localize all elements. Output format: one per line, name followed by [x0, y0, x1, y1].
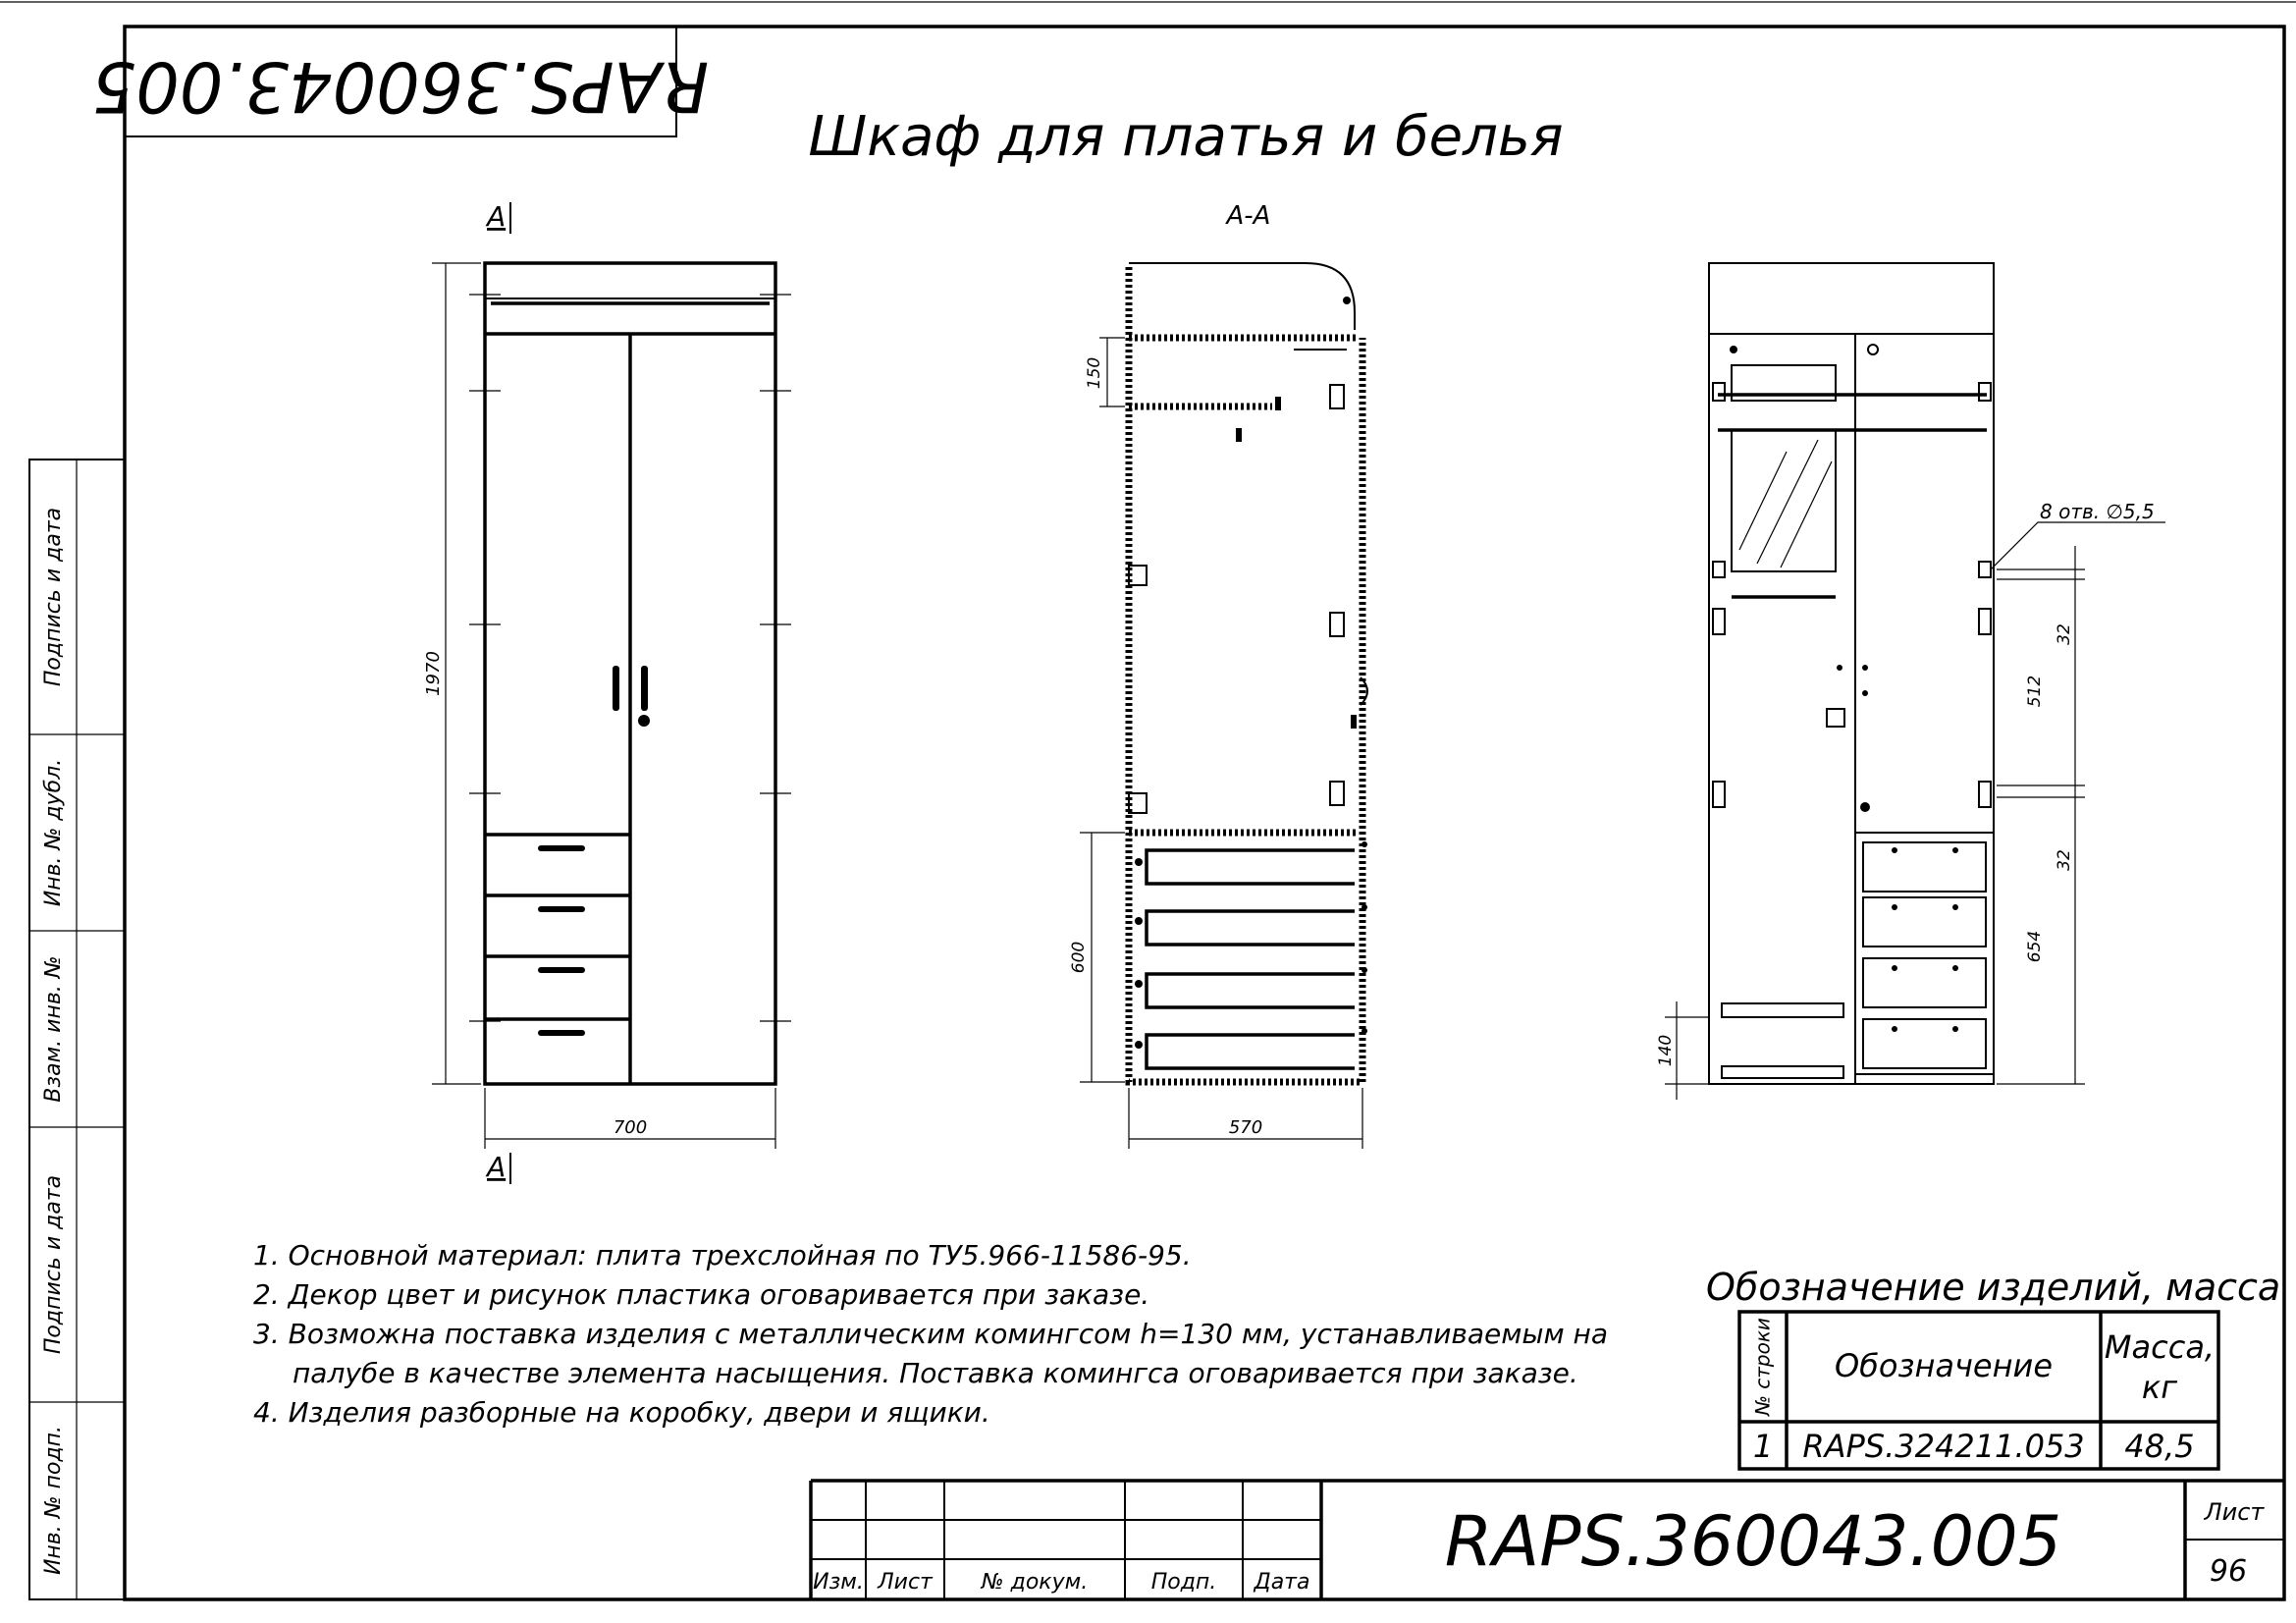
sheet-number: 96 [2209, 1554, 2248, 1589]
mass-row-mass: 48,5 [2124, 1428, 2195, 1465]
dim-interior-512: 512 [2025, 675, 2045, 708]
dim-front-width: 700 [613, 1117, 648, 1138]
dim-front-height: 1970 [423, 651, 444, 696]
mass-row-designation: RAPS.324211.053 [1802, 1428, 2085, 1465]
holes-note: 8 отв. ∅5,5 [2040, 500, 2155, 523]
top-code-text: RAPS.360043.005 [91, 45, 710, 127]
mirror-icon [1732, 430, 1836, 571]
title-block-col: Лист [878, 1570, 933, 1595]
mass-header-mass-line1: Масса, [2104, 1328, 2216, 1366]
technical-notes [253, 1239, 1608, 1429]
mass-header-row-no: № строки [1750, 1318, 1775, 1416]
mass-row-no: 1 [1752, 1428, 1774, 1465]
title-block-col: № докум. [981, 1570, 1089, 1595]
dim-interior-32b: 32 [2055, 849, 2074, 871]
dim-section-drawers: 600 [1069, 941, 1089, 974]
drawer-handle-icon [538, 967, 585, 973]
dim-section-top: 150 [1085, 356, 1104, 390]
front-view [423, 200, 791, 1184]
title-block-col: Изм. [813, 1570, 864, 1595]
dim-interior-140: 140 [1656, 1034, 1676, 1067]
note-line: 1. Основной материал: плита трехслойная по ТУ5.966-11586-95. [253, 1239, 1192, 1271]
section-title: А-А [1226, 201, 1271, 231]
main-code: RAPS.360043.005 [1444, 1501, 2062, 1582]
door-handle-right [641, 666, 648, 711]
title-block-col: Подп. [1150, 1570, 1217, 1595]
mass-table-title: Обозначение изделий, масса [1706, 1266, 2281, 1309]
side-stamp-label: Взам. инв. № [41, 955, 66, 1103]
drawer-handle-icon [538, 906, 585, 912]
door-handle-left [613, 666, 619, 711]
title-block-col: Дата [1254, 1570, 1310, 1595]
note-line: 3. Возможна поставка изделия с металлическим комингсом h=130 мм, устанавливаемым на [253, 1318, 1608, 1350]
side-stamp-label: Подпись и дата [41, 507, 66, 687]
section-view [1069, 201, 1367, 1149]
note-line: палубе в качестве элемента насыщения. Поставка комингса оговаривается при заказе. [293, 1357, 1578, 1389]
dim-interior-654: 654 [2025, 930, 2045, 963]
section-marker-bottom: А [487, 1151, 507, 1183]
side-stamp [29, 460, 125, 1599]
side-stamp-label: Инв. № дубл. [41, 758, 66, 907]
top-code-box [92, 27, 710, 136]
title-block [811, 1481, 2284, 1599]
mass-table [1706, 1266, 2280, 1469]
door-lock-icon [638, 715, 650, 727]
dim-interior-32a: 32 [2055, 623, 2074, 645]
drawer-handle-icon [538, 845, 585, 851]
mass-header-mass-line2: кг [2141, 1369, 2178, 1406]
dim-section-depth: 570 [1228, 1117, 1263, 1138]
side-stamp-label: Инв. № подп. [41, 1425, 66, 1576]
note-line: 4. Изделия разборные на коробку, двери и ящики. [253, 1396, 990, 1429]
sheet-label: Лист [2204, 1498, 2265, 1526]
mass-header-designation: Обозначение [1834, 1347, 2054, 1384]
interior-view [1656, 263, 2165, 1100]
side-stamp-label: Подпись и дата [41, 1174, 66, 1355]
note-line: 2. Декор цвет и рисунок пластика оговаривается при заказе. [253, 1278, 1150, 1311]
section-marker-top: А [487, 200, 507, 233]
drawing-title: Шкаф для платья и белья [808, 105, 1564, 169]
drawer-handle-icon [538, 1030, 585, 1036]
